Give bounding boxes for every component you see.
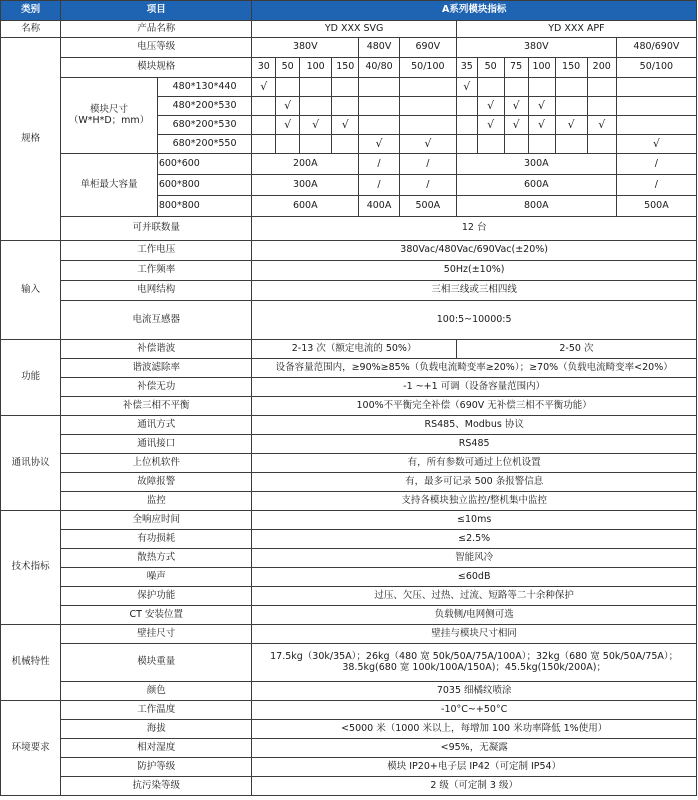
size-value: 680*200*550	[157, 135, 252, 154]
row-value: <5000 米（1000 米以上，每增加 100 米功率降低 1%使用）	[252, 720, 697, 739]
row-label: 通讯方式	[61, 416, 252, 435]
function-row	[1, 359, 697, 378]
row-label: 防护等级	[61, 758, 252, 777]
row-label: 海拔	[61, 720, 252, 739]
row-label: 补偿三相不平衡	[61, 397, 252, 416]
tech-row	[1, 568, 697, 587]
check-mark: √	[616, 135, 696, 154]
row-label: 工作电压	[61, 241, 252, 261]
row-value: 过压、欠压、过热、过流、短路等二十余种保护	[252, 587, 697, 606]
row-label: 抗污染等级	[61, 777, 252, 796]
row-label: 电流互感器	[61, 301, 252, 340]
voltage-row	[1, 38, 697, 58]
row-value: 支持各模块独立监控/整机集中监控	[252, 492, 697, 511]
row-label: 上位机软件	[61, 454, 252, 473]
row-value: 模块 IP20+电子层 IP42（可定制 IP54）	[252, 758, 697, 777]
row-value: -10°C~+50°C	[252, 701, 697, 720]
capacity-value: 500A	[399, 196, 456, 217]
parallel-row	[1, 217, 697, 241]
check-mark: √	[555, 116, 587, 135]
category-mech: 机械特性	[1, 625, 61, 701]
module-cell: 200	[587, 58, 616, 78]
voltage-apf-480-690: 480/690V	[616, 38, 696, 58]
category-name: 名称	[1, 21, 61, 38]
row-value: 壁挂与模块尺寸相同	[252, 625, 697, 644]
module-cell: 75	[504, 58, 528, 78]
module-cell: 50/100	[399, 58, 456, 78]
tech-row	[1, 511, 697, 530]
env-row	[1, 720, 697, 739]
cabinet-size: 600*800	[157, 175, 252, 196]
row-label: 保护功能	[61, 587, 252, 606]
row-label: CT 安装位置	[61, 606, 252, 625]
category-input: 输入	[1, 241, 61, 340]
row-value: -1 ~+1 可调（设备容量范围内）	[252, 378, 697, 397]
product-apf: YD XXX APF	[456, 21, 696, 38]
check-mark: √	[528, 116, 555, 135]
voltage-svg-480: 480V	[359, 38, 400, 58]
mech-row	[1, 644, 697, 682]
capacity-value: 200A	[252, 154, 359, 175]
capacity-value: 300A	[252, 175, 359, 196]
env-row	[1, 777, 697, 796]
weight-value	[252, 644, 697, 682]
voltage-apf-380: 380V	[456, 38, 616, 58]
harmonic-apf: 2-50 次	[456, 340, 696, 359]
input-row	[1, 241, 697, 261]
check-mark: √	[276, 116, 300, 135]
row-label: 噪声	[61, 568, 252, 587]
module-label: 模块规格	[61, 58, 252, 78]
input-row	[1, 301, 697, 340]
tech-row	[1, 530, 697, 549]
module-cell: 100	[528, 58, 555, 78]
row-value: 智能风冷	[252, 549, 697, 568]
row-label: 壁挂尺寸	[61, 625, 252, 644]
row-value: 7035 细橘纹喷涂	[252, 682, 697, 701]
size-row	[1, 78, 697, 97]
function-row	[1, 340, 697, 359]
capacity-value: 600A	[456, 175, 616, 196]
row-label: 模块重量	[61, 644, 252, 682]
header-item: 项目	[61, 1, 252, 21]
comm-row	[1, 454, 697, 473]
row-label: 补偿谐波	[61, 340, 252, 359]
check-mark: √	[399, 135, 456, 154]
row-value: 有，所有参数可通过上位机设置	[252, 454, 697, 473]
header-category: 类别	[1, 1, 61, 21]
voltage-label: 电压等级	[61, 38, 252, 58]
row-value: ≤60dB	[252, 568, 697, 587]
env-row	[1, 758, 697, 777]
module-cell: 100	[300, 58, 332, 78]
row-label: 电网结构	[61, 281, 252, 301]
tech-row	[1, 606, 697, 625]
module-cell: 50	[477, 58, 504, 78]
row-value: RS485	[252, 435, 697, 454]
comm-row	[1, 435, 697, 454]
env-row	[1, 701, 697, 720]
row-value: 有，最多可记录 500 条报警信息	[252, 473, 697, 492]
product-svg: YD XXX SVG	[252, 21, 457, 38]
module-cell: 150	[332, 58, 359, 78]
module-cell: 40/80	[359, 58, 400, 78]
check-mark: √	[477, 97, 504, 116]
voltage-svg-380: 380V	[252, 38, 359, 58]
category-env: 环境要求	[1, 701, 61, 796]
size-value: 680*200*530	[157, 116, 252, 135]
category-tech: 技术指标	[1, 511, 61, 625]
row-value: 380Vac/480Vac/690Vac(±20%)	[252, 241, 697, 261]
check-mark: √	[276, 97, 300, 116]
parallel-value: 12 台	[252, 217, 697, 241]
check-mark: √	[528, 97, 555, 116]
function-row	[1, 378, 697, 397]
check-mark: √	[300, 116, 332, 135]
row-value: RS485、Modbus 协议	[252, 416, 697, 435]
capacity-value: /	[399, 154, 456, 175]
check-mark: √	[587, 116, 616, 135]
category-function: 功能	[1, 340, 61, 416]
voltage-svg-690: 690V	[399, 38, 456, 58]
parallel-label: 可并联数量	[61, 217, 252, 241]
row-label: 散热方式	[61, 549, 252, 568]
capacity-value: /	[616, 154, 696, 175]
row-label: 监控	[61, 492, 252, 511]
input-row	[1, 281, 697, 301]
comm-row	[1, 492, 697, 511]
row-value: 设备容量范围内，≥90%≥85%（负载电流畸变率≥20%）；≥70%（负载电流畸变率<20%）	[252, 359, 697, 378]
weight-line: 38.5kg(680 宽 100k/100A/150A)；45.5kg(150k/200A)；	[342, 661, 606, 673]
weight-line: 17.5kg（30k/35A）；26kg（480 宽 50k/50A/75A/100A）；32kg（680 宽 50k/50A/75A）；	[270, 650, 679, 662]
row-label: 全响应时间	[61, 511, 252, 530]
row-label: 故障报警	[61, 473, 252, 492]
cabinet-size: 800*800	[157, 196, 252, 217]
module-cell: 50/100	[616, 58, 696, 78]
capacity-label: 单柜最大容量	[61, 154, 158, 217]
capacity-value: 800A	[456, 196, 616, 217]
module-cell: 150	[555, 58, 587, 78]
product-name-label: 产品名称	[61, 21, 252, 38]
row-value: 100:5~10000:5	[252, 301, 697, 340]
check-mark: √	[456, 78, 477, 97]
module-cell: 30	[252, 58, 276, 78]
row-label: 有功损耗	[61, 530, 252, 549]
tech-row	[1, 587, 697, 606]
mech-row	[1, 682, 697, 701]
harmonic-svg: 2-13 次（额定电流的 50%）	[252, 340, 457, 359]
row-value: 50Hz(±10%)	[252, 261, 697, 281]
name-row	[1, 21, 697, 38]
check-mark: √	[252, 78, 276, 97]
row-value: 负载侧/电网侧可选	[252, 606, 697, 625]
capacity-value: 500A	[616, 196, 696, 217]
capacity-value: /	[399, 175, 456, 196]
row-value: 2 级（可定制 3 级）	[252, 777, 697, 796]
comm-row	[1, 416, 697, 435]
row-label: 谐波滤除率	[61, 359, 252, 378]
row-value: 三相三线或三相四线	[252, 281, 697, 301]
row-value: ≤10ms	[252, 511, 697, 530]
capacity-value: 300A	[456, 154, 616, 175]
row-label: 补偿无功	[61, 378, 252, 397]
row-label: 相对湿度	[61, 739, 252, 758]
cabinet-size: 600*600	[157, 154, 252, 175]
row-label: 工作温度	[61, 701, 252, 720]
check-mark: √	[359, 135, 400, 154]
category-spec: 规格	[1, 38, 61, 241]
capacity-value: 400A	[359, 196, 400, 217]
row-value: <95%，无凝露	[252, 739, 697, 758]
capacity-value: /	[359, 175, 400, 196]
size-value: 480*130*440	[157, 78, 252, 97]
capacity-value: /	[359, 154, 400, 175]
row-value: ≤2.5%	[252, 530, 697, 549]
module-row	[1, 58, 697, 78]
size-value: 480*200*530	[157, 97, 252, 116]
check-mark: √	[477, 116, 504, 135]
module-cell: 50	[276, 58, 300, 78]
check-mark: √	[504, 116, 528, 135]
row-value: 100%不平衡完全补偿（690V 无补偿三相不平衡功能）	[252, 397, 697, 416]
category-comm: 通讯协议	[1, 416, 61, 511]
module-cell: 35	[456, 58, 477, 78]
capacity-value: /	[616, 175, 696, 196]
size-label: 模块尺寸 （W*H*D；mm）	[61, 78, 158, 154]
env-row	[1, 739, 697, 758]
capacity-row	[1, 154, 697, 175]
mech-row	[1, 625, 697, 644]
row-label: 通讯接口	[61, 435, 252, 454]
tech-row	[1, 549, 697, 568]
header-spec: A系列模块指标	[252, 1, 697, 21]
function-row	[1, 397, 697, 416]
check-mark: √	[332, 116, 359, 135]
header-row	[1, 1, 697, 21]
comm-row	[1, 473, 697, 492]
check-mark: √	[504, 97, 528, 116]
input-row	[1, 261, 697, 281]
capacity-value: 600A	[252, 196, 359, 217]
row-label: 颜色	[61, 682, 252, 701]
row-label: 工作频率	[61, 261, 252, 281]
